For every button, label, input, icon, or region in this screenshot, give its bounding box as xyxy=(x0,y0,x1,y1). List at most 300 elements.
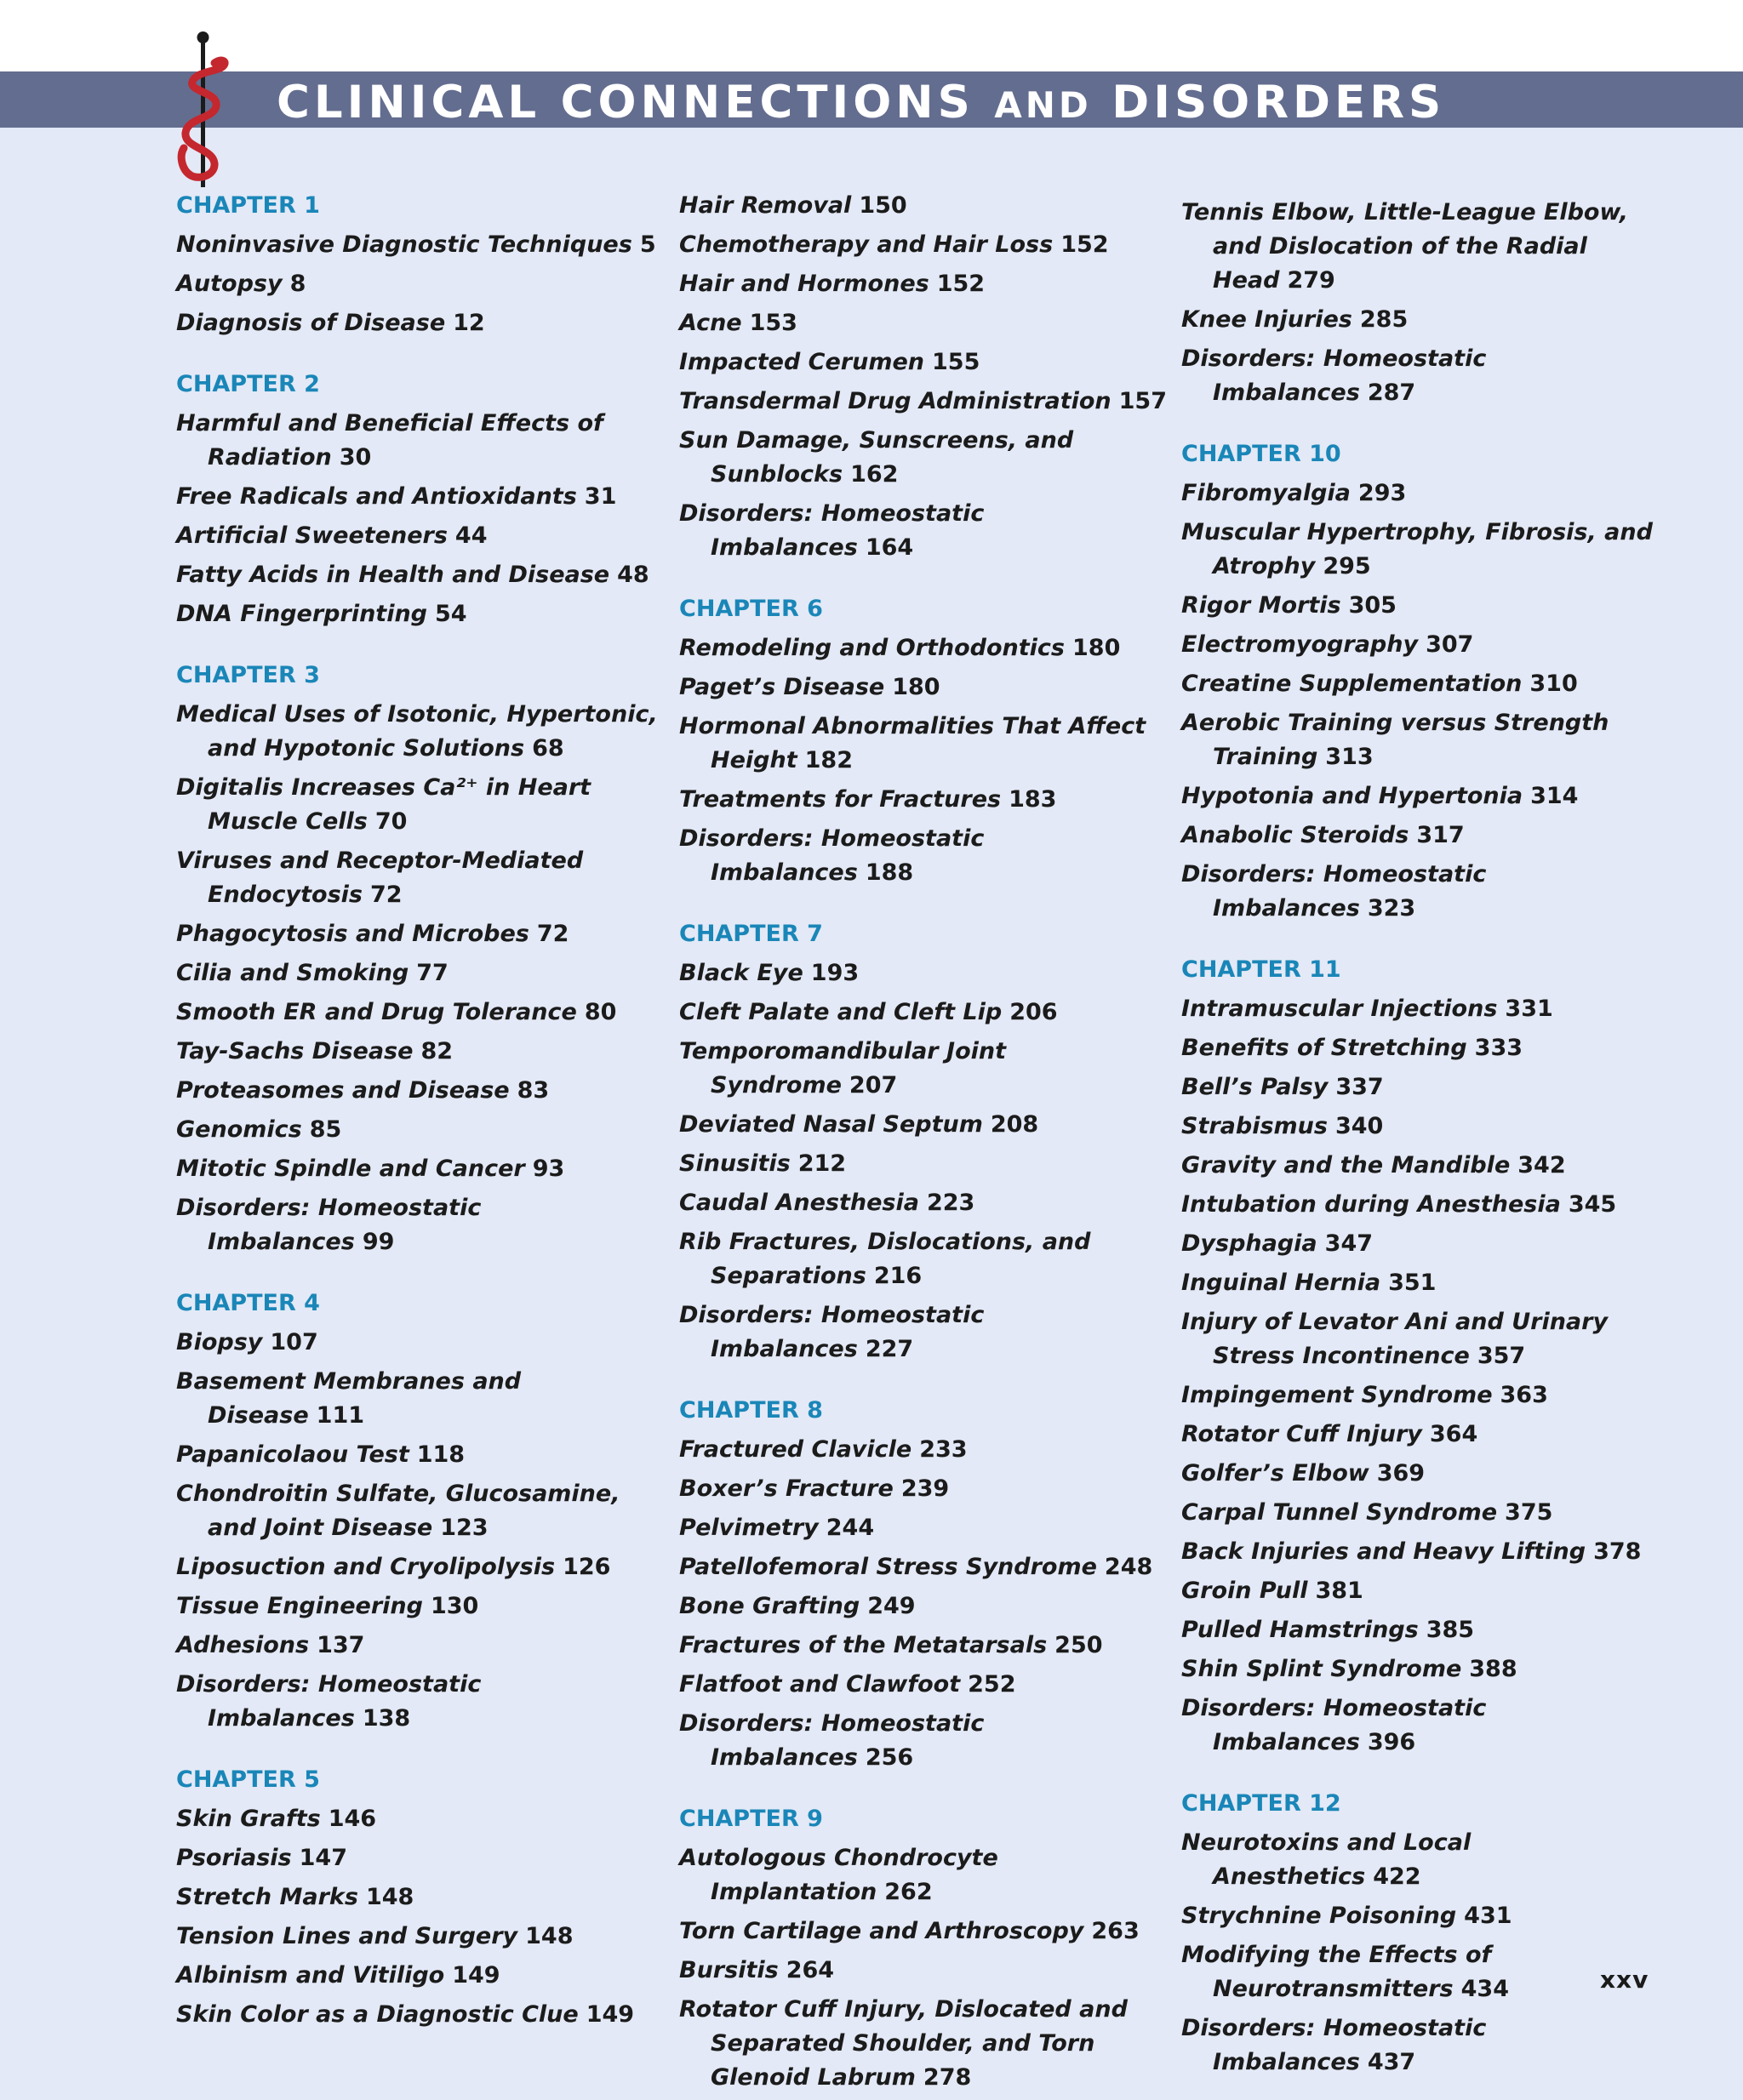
index-entry xyxy=(176,1477,666,1550)
entry-page: 364 xyxy=(1429,1421,1478,1447)
entry-page: 385 xyxy=(1426,1617,1475,1643)
entry-page: 147 xyxy=(299,1845,348,1871)
entry-page: 152 xyxy=(1060,231,1109,258)
entry-title: Bell’s Palsy xyxy=(1181,1074,1329,1100)
index-entry xyxy=(1181,1457,1671,1496)
entry-page: 85 xyxy=(309,1116,342,1143)
entry-page: 378 xyxy=(1593,1538,1642,1565)
index-entry xyxy=(176,558,666,597)
chapter-section xyxy=(1181,437,1671,931)
entry-page: 153 xyxy=(749,310,797,336)
entry-title: Pelvimetry xyxy=(679,1515,819,1541)
index-entry xyxy=(1181,992,1671,1031)
index-entry xyxy=(1181,1188,1671,1227)
entry-page: 375 xyxy=(1505,1499,1553,1526)
entry-page: 295 xyxy=(1323,553,1371,579)
entry-title: Neurotoxins and Local Anesthetics xyxy=(1181,1829,1472,1890)
entry-page: 239 xyxy=(900,1475,950,1502)
index-entry xyxy=(176,1326,666,1365)
entry-page: 77 xyxy=(416,960,449,986)
entry-title: Electromyography xyxy=(1181,631,1419,658)
chapter-heading: CHAPTER 10 xyxy=(1181,441,1341,467)
entry-title: Anabolic Steroids xyxy=(1181,822,1409,848)
index-entry xyxy=(679,189,1169,228)
entry-page: 180 xyxy=(1072,635,1121,661)
chapter-heading: CHAPTER 8 xyxy=(679,1397,823,1424)
index-entry xyxy=(176,1550,666,1589)
entry-title: Hair and Hormones xyxy=(679,271,929,297)
index-entry xyxy=(1181,1110,1671,1149)
index-entry xyxy=(176,1191,666,1264)
entry-title: Autopsy xyxy=(176,271,283,297)
index-entry xyxy=(1181,819,1671,858)
entry-title: Tension Lines and Surgery xyxy=(176,1923,518,1949)
index-entry xyxy=(176,519,666,558)
chapter-section xyxy=(176,1287,666,1741)
entry-title: Acne xyxy=(679,310,742,336)
entry-page: 396 xyxy=(1367,1729,1416,1755)
title-part-2: AND xyxy=(994,84,1092,126)
chapter-section xyxy=(679,917,1169,1372)
entry-title: Disorders: Homeostatic Imbalances xyxy=(679,1302,985,1362)
entry-page: 111 xyxy=(316,1402,365,1429)
index-entry xyxy=(176,698,666,771)
entry-title: Skin Color as a Diagnostic Clue xyxy=(176,2001,579,2028)
entry-page: 193 xyxy=(810,960,860,986)
index-entry xyxy=(679,1035,1169,1108)
entry-title: Patellofemoral Stress Syndrome xyxy=(679,1554,1097,1580)
entry-page: 434 xyxy=(1460,1976,1510,2002)
entry-page: 279 xyxy=(1287,267,1335,294)
entry-title: Tay-Sachs Disease xyxy=(176,1038,414,1064)
index-entry xyxy=(679,996,1169,1035)
entry-page: 249 xyxy=(867,1593,916,1619)
index-entry xyxy=(176,1438,666,1477)
index-entry xyxy=(176,1802,666,1841)
entry-page: 437 xyxy=(1367,2049,1416,2075)
index-entry xyxy=(176,1920,666,1959)
index-entry xyxy=(679,1147,1169,1186)
index-entry xyxy=(176,1074,666,1113)
index-entry xyxy=(1181,303,1671,342)
entry-title: Disorders: Homeostatic Imbalances xyxy=(1181,345,1487,406)
entry-title: Impacted Cerumen xyxy=(679,349,925,375)
entry-page: 293 xyxy=(1357,480,1407,506)
chapter-section xyxy=(679,189,1169,570)
entry-title: Disorders: Homeostatic Imbalances xyxy=(1181,2015,1487,2075)
entry-page: 223 xyxy=(926,1190,975,1216)
index-entry xyxy=(1181,2012,1671,2085)
chapter-heading: CHAPTER 9 xyxy=(679,1806,823,1832)
index-entry xyxy=(176,1998,666,2037)
index-entry xyxy=(679,1629,1169,1668)
index-entry xyxy=(1181,1227,1671,1266)
entry-page: 126 xyxy=(563,1554,611,1580)
index-entry xyxy=(176,1589,666,1629)
index-entry xyxy=(679,228,1169,267)
entry-title: Transdermal Drug Administration xyxy=(679,388,1112,414)
index-entry xyxy=(1181,1613,1671,1652)
entry-page: 188 xyxy=(865,859,914,886)
chapter-section xyxy=(1181,953,1671,1765)
index-entry xyxy=(176,1035,666,1074)
index-entry xyxy=(1181,628,1671,667)
entry-page: 48 xyxy=(617,562,649,588)
entry-page: 216 xyxy=(873,1263,923,1289)
index-entry xyxy=(1181,1899,1671,1938)
entry-title: DNA Fingerprinting xyxy=(176,601,428,627)
entry-page: 244 xyxy=(826,1515,875,1541)
entry-page: 369 xyxy=(1376,1460,1426,1487)
title-part-3: DISORDERS xyxy=(1091,77,1446,128)
entry-title: Digitalis Increases Ca²⁺ in Heart Muscle Cells xyxy=(176,774,591,835)
entry-page: 149 xyxy=(452,1962,500,1989)
entry-page: 130 xyxy=(430,1593,479,1619)
chapter-section xyxy=(1181,1787,1671,2085)
entry-page: 351 xyxy=(1388,1270,1437,1296)
index-entry xyxy=(679,710,1169,783)
index-entry xyxy=(679,1668,1169,1707)
entry-title: Adhesions xyxy=(176,1632,310,1658)
chapter-section xyxy=(679,592,1169,895)
entry-title: Medical Uses of Isotonic, Hypertonic, and Hypotonic Solutions xyxy=(176,701,658,762)
entry-page: 182 xyxy=(804,747,853,773)
entry-page: 263 xyxy=(1091,1918,1140,1944)
entry-title: Albinism and Vitiligo xyxy=(176,1962,445,1989)
entry-page: 333 xyxy=(1474,1035,1523,1061)
entry-page: 148 xyxy=(525,1923,574,1949)
chapter-heading: CHAPTER 2 xyxy=(176,371,320,397)
entry-title: Disorders: Homeostatic Imbalances xyxy=(176,1671,482,1732)
chapter-heading: CHAPTER 12 xyxy=(1181,1790,1341,1817)
entry-page: 157 xyxy=(1118,388,1167,414)
entry-title: Strychnine Poisoning xyxy=(1181,1903,1457,1929)
entry-page: 331 xyxy=(1505,996,1553,1022)
entry-title: Basement Membranes and Disease xyxy=(176,1368,522,1429)
entry-page: 83 xyxy=(517,1077,550,1104)
index-entry xyxy=(679,1433,1169,1472)
index-entry xyxy=(1181,858,1671,931)
entry-page: 148 xyxy=(365,1884,414,1910)
index-entry xyxy=(1181,1496,1671,1535)
entry-title: Treatments for Fractures xyxy=(679,786,1002,813)
entry-page: 155 xyxy=(932,349,980,375)
entry-title: Back Injuries and Heavy Lifting xyxy=(1181,1538,1586,1565)
entry-page: 206 xyxy=(1009,999,1058,1025)
entry-page: 150 xyxy=(859,192,907,219)
entry-page: 99 xyxy=(362,1229,395,1255)
entry-title: Benefits of Stretching xyxy=(1181,1035,1467,1061)
entry-title: Disorders: Homeostatic Imbalances xyxy=(679,825,985,886)
entry-title: Sinusitis xyxy=(679,1150,791,1177)
entry-page: 422 xyxy=(1373,1863,1421,1890)
entry-title: Biopsy xyxy=(176,1329,263,1355)
index-entry xyxy=(679,1707,1169,1780)
entry-page: 381 xyxy=(1315,1578,1363,1604)
entry-page: 337 xyxy=(1335,1074,1384,1100)
index-entry xyxy=(1181,1305,1671,1378)
entry-title: Mitotic Spindle and Cancer xyxy=(176,1156,525,1182)
index-entry xyxy=(679,1589,1169,1629)
top-margin xyxy=(0,0,1743,71)
entry-page: 118 xyxy=(416,1441,466,1468)
index-entry xyxy=(679,424,1169,497)
index-entry xyxy=(1181,779,1671,819)
index-entry xyxy=(1181,1070,1671,1110)
entry-page: 250 xyxy=(1054,1632,1103,1658)
index-entry xyxy=(679,631,1169,671)
index-entry xyxy=(679,1472,1169,1511)
chapter-heading: CHAPTER 5 xyxy=(176,1766,320,1793)
index-entry xyxy=(679,783,1169,822)
chapter-section xyxy=(176,659,666,1264)
index-entry xyxy=(1181,706,1671,779)
entry-page: 212 xyxy=(797,1150,847,1177)
entry-title: Papanicolaou Test xyxy=(176,1441,409,1468)
entry-page: 164 xyxy=(865,534,914,561)
entry-title: Caudal Anesthesia xyxy=(679,1190,919,1216)
index-entry xyxy=(679,956,1169,996)
chapter-section xyxy=(679,1802,1169,2100)
column-2 xyxy=(679,189,1169,2100)
index-entry xyxy=(176,1113,666,1152)
index-entry xyxy=(1181,1266,1671,1305)
index-entry xyxy=(176,771,666,844)
entry-page: 345 xyxy=(1568,1191,1617,1218)
entry-title: Dysphagia xyxy=(1181,1230,1317,1257)
entry-page: 307 xyxy=(1426,631,1474,658)
index-entry xyxy=(679,1298,1169,1372)
index-entry xyxy=(679,1915,1169,1954)
index-entry xyxy=(1181,1652,1671,1692)
index-entry xyxy=(1181,1692,1671,1765)
index-entry xyxy=(176,1629,666,1668)
index-entry xyxy=(1181,1826,1671,1899)
entry-title: Stretch Marks xyxy=(176,1884,358,1910)
entry-title: Noninvasive Diagnostic Techniques xyxy=(176,231,632,258)
index-entry xyxy=(1181,589,1671,628)
entry-title: Disorders: Homeostatic Imbalances xyxy=(679,1710,985,1771)
entry-title: Strabismus xyxy=(1181,1113,1328,1139)
entry-title: Cilia and Smoking xyxy=(176,960,409,986)
entry-page: 252 xyxy=(968,1671,1016,1698)
index-entry xyxy=(679,822,1169,895)
index-entry xyxy=(176,597,666,636)
entry-page: 82 xyxy=(420,1038,454,1064)
entry-title: Flatfoot and Clawfoot xyxy=(679,1671,961,1698)
entry-page: 310 xyxy=(1529,671,1578,697)
entry-page: 31 xyxy=(584,483,617,510)
entry-title: Free Radicals and Antioxidants xyxy=(176,483,577,510)
index-entry xyxy=(679,306,1169,345)
entry-title: Inguinal Hernia xyxy=(1181,1270,1381,1296)
index-entry xyxy=(176,844,666,917)
entry-page: 256 xyxy=(865,1744,914,1771)
entry-page: 72 xyxy=(536,921,569,947)
entry-title: Viruses and Receptor-Mediated Endocytosis xyxy=(176,847,584,908)
entry-title: Tissue Engineering xyxy=(176,1593,423,1619)
entry-title: Pulled Hamstrings xyxy=(1181,1617,1419,1643)
index-entry xyxy=(1181,1031,1671,1070)
entry-title: Chondroitin Sulfate, Glucosamine, and Joint Disease xyxy=(176,1481,620,1541)
entry-title: Sun Damage, Sunscreens, and Sunblocks xyxy=(679,427,1074,488)
entry-title: Chemotherapy and Hair Loss xyxy=(679,231,1054,258)
index-entry xyxy=(679,1550,1169,1589)
entry-page: 123 xyxy=(440,1515,489,1541)
chapter-heading: CHAPTER 7 xyxy=(679,921,823,947)
entry-title: Muscular Hypertrophy, Fibrosis, and Atrophy xyxy=(1181,519,1653,579)
entry-title: Remodeling and Orthodontics xyxy=(679,635,1065,661)
entry-title: Hypotonia and Hypertonia xyxy=(1181,783,1523,809)
entry-title: Disorders: Homeostatic Imbalances xyxy=(176,1195,482,1255)
index-entry xyxy=(1181,476,1671,516)
chapter-section xyxy=(176,1763,666,2037)
entry-title: Fractured Clavicle xyxy=(679,1436,912,1463)
entry-title: Aerobic Training versus Strength Training xyxy=(1181,710,1609,770)
entry-title: Intubation during Anesthesia xyxy=(1181,1191,1561,1218)
entry-title: Creatine Supplementation xyxy=(1181,671,1523,697)
entry-title: Proteasomes and Disease xyxy=(176,1077,510,1104)
entry-title: Carpal Tunnel Syndrome xyxy=(1181,1499,1498,1526)
entry-title: Bursitis xyxy=(679,1957,779,1983)
entry-page: 227 xyxy=(865,1336,914,1362)
index-entry xyxy=(176,1841,666,1880)
index-entry xyxy=(176,996,666,1035)
entry-title: Genomics xyxy=(176,1116,302,1143)
entry-title: Black Eye xyxy=(679,960,803,986)
index-entry xyxy=(679,267,1169,306)
index-entry xyxy=(176,1959,666,1998)
entry-title: Phagocytosis and Microbes xyxy=(176,921,529,947)
index-entry xyxy=(679,1954,1169,1993)
title-part-1: CLINICAL CONNECTIONS xyxy=(277,77,995,128)
entry-page: 342 xyxy=(1517,1152,1566,1178)
entry-page: 149 xyxy=(586,2001,635,2028)
entry-page: 207 xyxy=(849,1072,898,1099)
caduceus-icon xyxy=(170,29,238,187)
entry-title: Intramuscular Injections xyxy=(1181,996,1498,1022)
entry-page: 357 xyxy=(1477,1343,1526,1369)
chapter-heading: CHAPTER 1 xyxy=(176,192,320,219)
chapter-section xyxy=(176,368,666,636)
index-entry xyxy=(176,1365,666,1438)
entry-page: 30 xyxy=(339,444,372,471)
entry-title: Rigor Mortis xyxy=(1181,592,1341,619)
chapter-heading: CHAPTER 4 xyxy=(176,1290,320,1316)
entry-title: Hair Removal xyxy=(679,192,852,219)
entry-page: 287 xyxy=(1367,379,1416,406)
index-entry xyxy=(679,1108,1169,1147)
entry-page: 323 xyxy=(1367,895,1416,922)
entry-page: 152 xyxy=(936,271,986,297)
entry-title: Paget’s Disease xyxy=(679,674,885,700)
index-entry xyxy=(1181,196,1671,303)
entry-page: 317 xyxy=(1416,822,1465,848)
index-entry xyxy=(176,267,666,306)
entry-title: Liposuction and Cryolipolysis xyxy=(176,1554,556,1580)
column-3 xyxy=(1181,196,1671,2085)
entry-title: Impingement Syndrome xyxy=(1181,1382,1493,1408)
entry-title: Disorders: Homeostatic Imbalances xyxy=(1181,861,1487,922)
index-entry xyxy=(1181,667,1671,706)
index-entry xyxy=(176,480,666,519)
index-entry xyxy=(679,345,1169,385)
entry-title: Fractures of the Metatarsals xyxy=(679,1632,1048,1658)
entry-page: 44 xyxy=(454,522,488,549)
entry-page: 285 xyxy=(1359,306,1409,333)
chapter-section xyxy=(1181,196,1671,415)
entry-title: Skin Grafts xyxy=(176,1806,321,1832)
chapter-heading: CHAPTER 3 xyxy=(176,662,320,688)
chapter-section xyxy=(679,1394,1169,1780)
column-1 xyxy=(176,189,666,2037)
entry-title: Cleft Palate and Cleft Lip xyxy=(679,999,1003,1025)
entry-title: Tennis Elbow, Little-League Elbow, and Dislocation of the Radial Head xyxy=(1181,199,1628,294)
entry-title: Boxer’s Fracture xyxy=(679,1475,894,1502)
index-entry xyxy=(679,1511,1169,1550)
index-entry xyxy=(679,497,1169,570)
entry-title: Bone Grafting xyxy=(679,1593,860,1619)
entry-page: 72 xyxy=(370,882,403,908)
entry-page: 363 xyxy=(1500,1382,1548,1408)
index-entry xyxy=(176,917,666,956)
index-entry xyxy=(176,1668,666,1741)
entry-page: 93 xyxy=(532,1156,565,1182)
index-entry xyxy=(679,671,1169,710)
entry-page: 12 xyxy=(453,310,485,336)
index-entry xyxy=(679,1225,1169,1298)
entry-title: Shin Splint Syndrome xyxy=(1181,1656,1462,1682)
entry-title: Rotator Cuff Injury, Dislocated and Separated Shoulder, and Torn Glenoid Labrum xyxy=(679,1996,1128,2091)
entry-page: 80 xyxy=(584,999,617,1025)
entry-title: Modifying the Effects of Neurotransmitters xyxy=(1181,1942,1492,2002)
entry-page: 313 xyxy=(1325,744,1374,770)
chapter-heading: CHAPTER 6 xyxy=(679,596,823,622)
index-entry xyxy=(679,1841,1169,1915)
index-entry xyxy=(1181,1535,1671,1574)
entry-title: Temporomandibular Joint Syndrome xyxy=(679,1038,1006,1099)
entry-page: 388 xyxy=(1469,1656,1517,1682)
entry-page: 248 xyxy=(1104,1554,1153,1580)
entry-title: Diagnosis of Disease xyxy=(176,310,446,336)
entry-title: Rib Fractures, Dislocations, and Separations xyxy=(679,1229,1091,1289)
index-entry xyxy=(1181,1378,1671,1418)
entry-page: 431 xyxy=(1464,1903,1512,1929)
index-entry xyxy=(1181,1938,1671,2012)
entry-title: Smooth ER and Drug Tolerance xyxy=(176,999,577,1025)
entry-title: Autologous Chondrocyte Implantation xyxy=(679,1845,998,1905)
entry-page: 146 xyxy=(328,1806,377,1832)
entry-page: 162 xyxy=(850,461,899,488)
index-entry xyxy=(176,228,666,267)
entry-title: Fatty Acids in Health and Disease xyxy=(176,562,610,588)
index-entry xyxy=(176,306,666,345)
index-entry xyxy=(176,1152,666,1191)
entry-title: Golfer’s Elbow xyxy=(1181,1460,1369,1487)
index-entry xyxy=(679,385,1169,424)
index-entry xyxy=(176,956,666,996)
entry-title: Injury of Levator Ani and Urinary Stress Incontinence xyxy=(1181,1309,1609,1369)
entry-title: Gravity and the Mandible xyxy=(1181,1152,1511,1178)
entry-page: 183 xyxy=(1009,786,1057,813)
entry-title: Disorders: Homeostatic Imbalances xyxy=(1181,1695,1487,1755)
index-entry xyxy=(1181,1149,1671,1188)
index-entry xyxy=(1181,342,1671,415)
entry-title: Torn Cartilage and Arthroscopy xyxy=(679,1918,1084,1944)
entry-page: 54 xyxy=(435,601,467,627)
entry-title: Psoriasis xyxy=(176,1845,292,1871)
entry-page: 180 xyxy=(892,674,940,700)
